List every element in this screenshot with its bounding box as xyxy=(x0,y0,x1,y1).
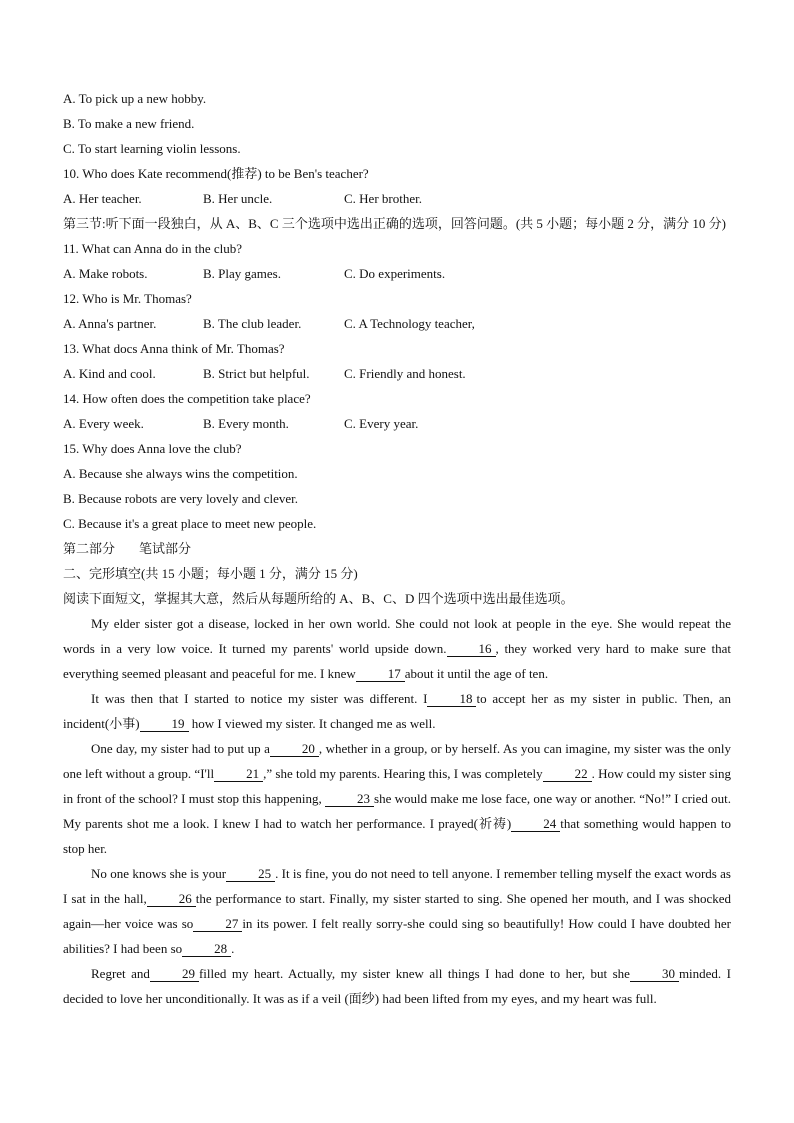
q13-stem: 13. What docs Anna think of Mr. Thomas? xyxy=(63,341,285,356)
p2-text-a: It was then that I started to notice my sister was different. I xyxy=(91,691,428,706)
q15-option-c: C. Because it's a great place to meet new people. xyxy=(63,516,317,531)
part2-heading xyxy=(63,536,731,561)
p1-text-b: , they worked very hard to make sure that everything seemed pleasant and peaceful for me. I knew xyxy=(63,641,731,681)
q9-option-a: A. To pick up a new hobby. xyxy=(63,91,207,106)
p2-text-b: to accept her as my sister in public. Then, an incident(小事) xyxy=(63,691,731,731)
section3-heading: 第三节:听下面一段独白，从 A、B、C 三个选项中选出正确的选项，回答问题。(共 5 小题；每小题 2 分，满分 10 分) xyxy=(63,216,727,231)
cloze-paragraph-1 xyxy=(63,611,731,686)
blank-28: 28 xyxy=(182,941,231,957)
q9-option-b: B. To make a new friend. xyxy=(63,116,195,131)
q11-option-b: B. Play games. xyxy=(203,266,281,281)
q10-stem: 10. Who does Kate recommend(推荐) to be Ben's teacher? xyxy=(63,166,369,181)
blank-29: 29 xyxy=(150,966,199,982)
cloze-paragraph-3 xyxy=(63,736,731,861)
part2-title: 笔试部分 xyxy=(139,541,192,556)
p2-text-c: how I viewed my sister. It changed me as well. xyxy=(191,716,436,731)
q13-options xyxy=(63,361,731,386)
p1-text-c: about it until the age of ten. xyxy=(404,666,549,681)
q14-options xyxy=(63,411,731,436)
q15-stem: 15. Why does Anna love the club? xyxy=(63,441,242,456)
q12-option-c: C. A Technology teacher, xyxy=(344,316,475,331)
blank-19: 19 xyxy=(140,716,189,732)
q14-stem: 14. How often does the competition take place? xyxy=(63,391,311,406)
q9-option-c: C. To start learning violin lessons. xyxy=(63,141,241,156)
q15-option-b: B. Because robots are very lovely and clever. xyxy=(63,491,298,506)
p4-text-e: . xyxy=(231,941,235,956)
cloze-heading: 二、完形填空(共 15 小题；每小题 1 分，满分 15 分) xyxy=(63,566,358,581)
blank-21: 21 xyxy=(214,766,263,782)
q11-option-a: A. Make robots. xyxy=(63,266,148,281)
p3-text-a: One day, my sister had to put up a xyxy=(91,741,270,756)
blank-20: 20 xyxy=(270,741,319,757)
part2-label: 第二部分 xyxy=(63,541,116,556)
q11-stem: 11. What can Anna do in the club? xyxy=(63,241,243,256)
q13-option-b: B. Strict but helpful. xyxy=(203,366,310,381)
blank-16: 16 xyxy=(447,641,496,657)
p5-text-c: minded. I decided to love her unconditionally. It was as if a veil (面纱) had been lifted from my eyes, and my heart was full. xyxy=(63,966,732,1006)
q14-option-b: B. Every month. xyxy=(203,416,289,431)
q12-option-b: B. The club leader. xyxy=(203,316,302,331)
blank-23: 23 xyxy=(325,791,374,807)
blank-22: 22 xyxy=(543,766,592,782)
blank-27: 27 xyxy=(193,916,242,932)
cloze-paragraph-2 xyxy=(63,686,731,736)
q12-stem: 12. Who is Mr. Thomas? xyxy=(63,291,192,306)
p3-text-e: she would make me lose face, one way or another. “No!” I cried out. My parents shot me a look. I knew I had to watch her performance. I prayed(祈祷) xyxy=(63,791,731,831)
p1-text-a: My elder sister got a disease, locked in her own world. She could not look at people in the eye. She would repeat the words in a very low voice. It turned my parents' world upside down. xyxy=(63,616,731,656)
blank-17: 17 xyxy=(356,666,405,682)
p4-text-d: in its power. I felt really sorry-she could sing so beautifully! How could I have doubted her abilities? I had been so xyxy=(63,916,731,956)
q10-option-a: A. Her teacher. xyxy=(63,191,142,206)
cloze-paragraph-4 xyxy=(63,861,731,961)
q11-option-c: C. Do experiments. xyxy=(344,266,446,281)
cloze-paragraph-5 xyxy=(63,961,731,1011)
cloze-instruction: 阅读下面短文，掌握其大意，然后从每题所给的 A、B、C、D 四个选项中选出最佳选项。 xyxy=(63,591,574,606)
q12-options xyxy=(63,311,731,336)
p3-text-c: ,” she told my parents. Hearing this, I was completely xyxy=(263,766,543,781)
blank-25: 25 xyxy=(226,866,275,882)
blank-30: 30 xyxy=(630,966,679,982)
blank-18: 18 xyxy=(427,691,476,707)
p5-text-a: Regret and xyxy=(91,966,150,981)
q10-options xyxy=(63,186,731,211)
q14-option-c: C. Every year. xyxy=(344,416,419,431)
exam-page xyxy=(63,86,731,1011)
p3-text-f: that something would happen to stop her. xyxy=(63,816,731,856)
p4-text-a: No one knows she is your xyxy=(91,866,227,881)
p4-text-c: the performance to start. Finally, my sister started to sing. She opened her mouth, and I was shocked again—her voice was so xyxy=(63,891,731,931)
p3-text-b: , whether in a group, or by herself. As you can imagine, my sister was the only one left without a group. “I'll xyxy=(63,741,731,781)
q15-option-a: A. Because she always wins the competition. xyxy=(63,466,298,481)
q12-option-a: A. Anna's partner. xyxy=(63,316,157,331)
q10-option-c: C. Her brother. xyxy=(344,191,422,206)
blank-24: 24 xyxy=(511,816,560,832)
q10-option-b: B. Her uncle. xyxy=(203,191,273,206)
q13-option-a: A. Kind and cool. xyxy=(63,366,156,381)
q11-options xyxy=(63,261,731,286)
p5-text-b: filled my heart. Actually, my sister knew all things I had done to her, but she xyxy=(198,966,630,981)
p3-text-d: . How could my sister sing in front of the school? I must stop this happening, xyxy=(63,766,731,806)
q13-option-c: C. Friendly and honest. xyxy=(344,366,466,381)
q14-option-a: A. Every week. xyxy=(63,416,144,431)
blank-26: 26 xyxy=(147,891,196,907)
p4-text-b: . It is fine, you do not need to tell anyone. I remember telling myself the exact words as I sat in the hall, xyxy=(63,866,731,906)
